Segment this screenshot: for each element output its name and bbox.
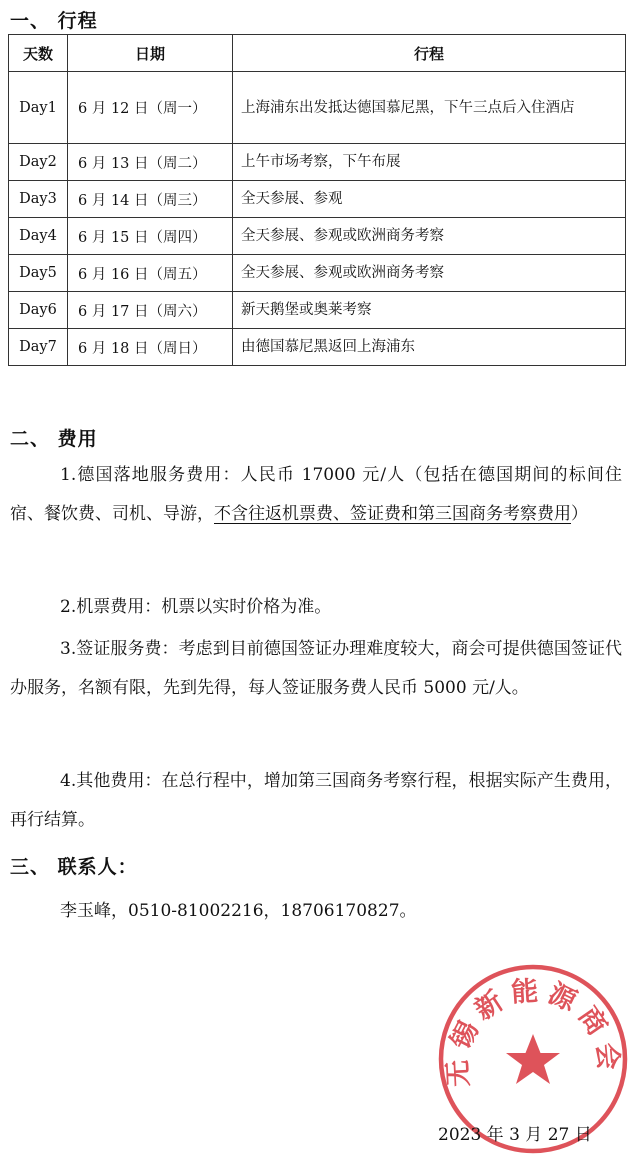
date-cell: 6 月 16 日（周五） (68, 255, 233, 292)
contact-info: 李玉峰，0510-81002216，18706170827。 (60, 901, 417, 921)
header-plan: 行程 (233, 35, 626, 72)
section-contact-title: 三、 联系人： (10, 856, 138, 878)
date-cell: 6 月 18 日（周日） (68, 329, 233, 366)
date-cell: 6 月 12 日（周一） (68, 72, 233, 144)
date-cell: 6 月 15 日（周四） (68, 218, 233, 255)
table-row (9, 181, 626, 218)
date-cell: 6 月 17 日（周六） (68, 292, 233, 329)
fee-item-3 (10, 630, 622, 707)
fee-item-1-exclusions: 不含往返机票费、签证费和第三国商务考察费用 (214, 503, 571, 524)
table-row (9, 255, 626, 292)
table-row (9, 218, 626, 255)
day-cell: Day6 (9, 292, 68, 329)
day-cell: Day5 (9, 255, 68, 292)
fee-item-3-text: 3.签证服务费：考虑到目前德国签证办理难度较大，商会可提供德国签证代办服务，名额有限，先到先得，每人签证服务费人民币 5000 元/人。 (10, 639, 622, 698)
plan-cell: 新天鹅堡或奥莱考察 (233, 292, 626, 329)
plan-cell: 上海浦东出发抵达德国慕尼黑，下午三点后入住酒店 (233, 72, 626, 144)
fee-item-1-close: ） (571, 503, 588, 524)
fee-item-4 (10, 762, 622, 839)
fee-item-1 (10, 456, 622, 533)
table-header-row (9, 35, 626, 72)
header-date: 日期 (68, 35, 233, 72)
plan-cell: 全天参展、参观 (233, 181, 626, 218)
section-itinerary-title: 一、 行程 (10, 10, 98, 32)
itinerary-table (8, 34, 626, 366)
seal-star (506, 1034, 560, 1084)
plan-cell: 全天参展、参观或欧洲商务考察 (233, 255, 626, 292)
plan-cell: 上午市场考察，下午布展 (233, 144, 626, 181)
fee-item-4-text: 4.其他费用：在总行程中，增加第三国商务考察行程，根据实际产生费用，再行结算。 (10, 771, 622, 830)
date-cell: 6 月 13 日（周二） (68, 144, 233, 181)
day-cell: Day7 (9, 329, 68, 366)
table-row (9, 144, 626, 181)
issue-date: 2023 年 3 月 27 日 (438, 1125, 592, 1145)
table-row (9, 292, 626, 329)
day-cell: Day4 (9, 218, 68, 255)
seal-text-path: 无锡新能源商会 (442, 975, 625, 1088)
plan-cell: 全天参展、参观或欧洲商务考察 (233, 218, 626, 255)
day-cell: Day3 (9, 181, 68, 218)
header-day: 天数 (9, 35, 68, 72)
table-row (9, 72, 626, 144)
fee-item-1-text: 1.德国落地服务费用：人民币 17000 元/人（包括在德国期间的标间住宿、餐饮费、司机、导游， (10, 465, 622, 524)
section-fees-title: 二、 费用 (10, 428, 98, 450)
fee-item-2-text: 2.机票费用：机票以实时价格为准。 (60, 597, 332, 617)
day-cell: Day2 (9, 144, 68, 181)
table-row (9, 329, 626, 366)
day-cell: Day1 (9, 72, 68, 144)
fee-item-2 (10, 588, 622, 627)
plan-cell: 由德国慕尼黑返回上海浦东 (233, 329, 626, 366)
date-cell: 6 月 14 日（周三） (68, 181, 233, 218)
